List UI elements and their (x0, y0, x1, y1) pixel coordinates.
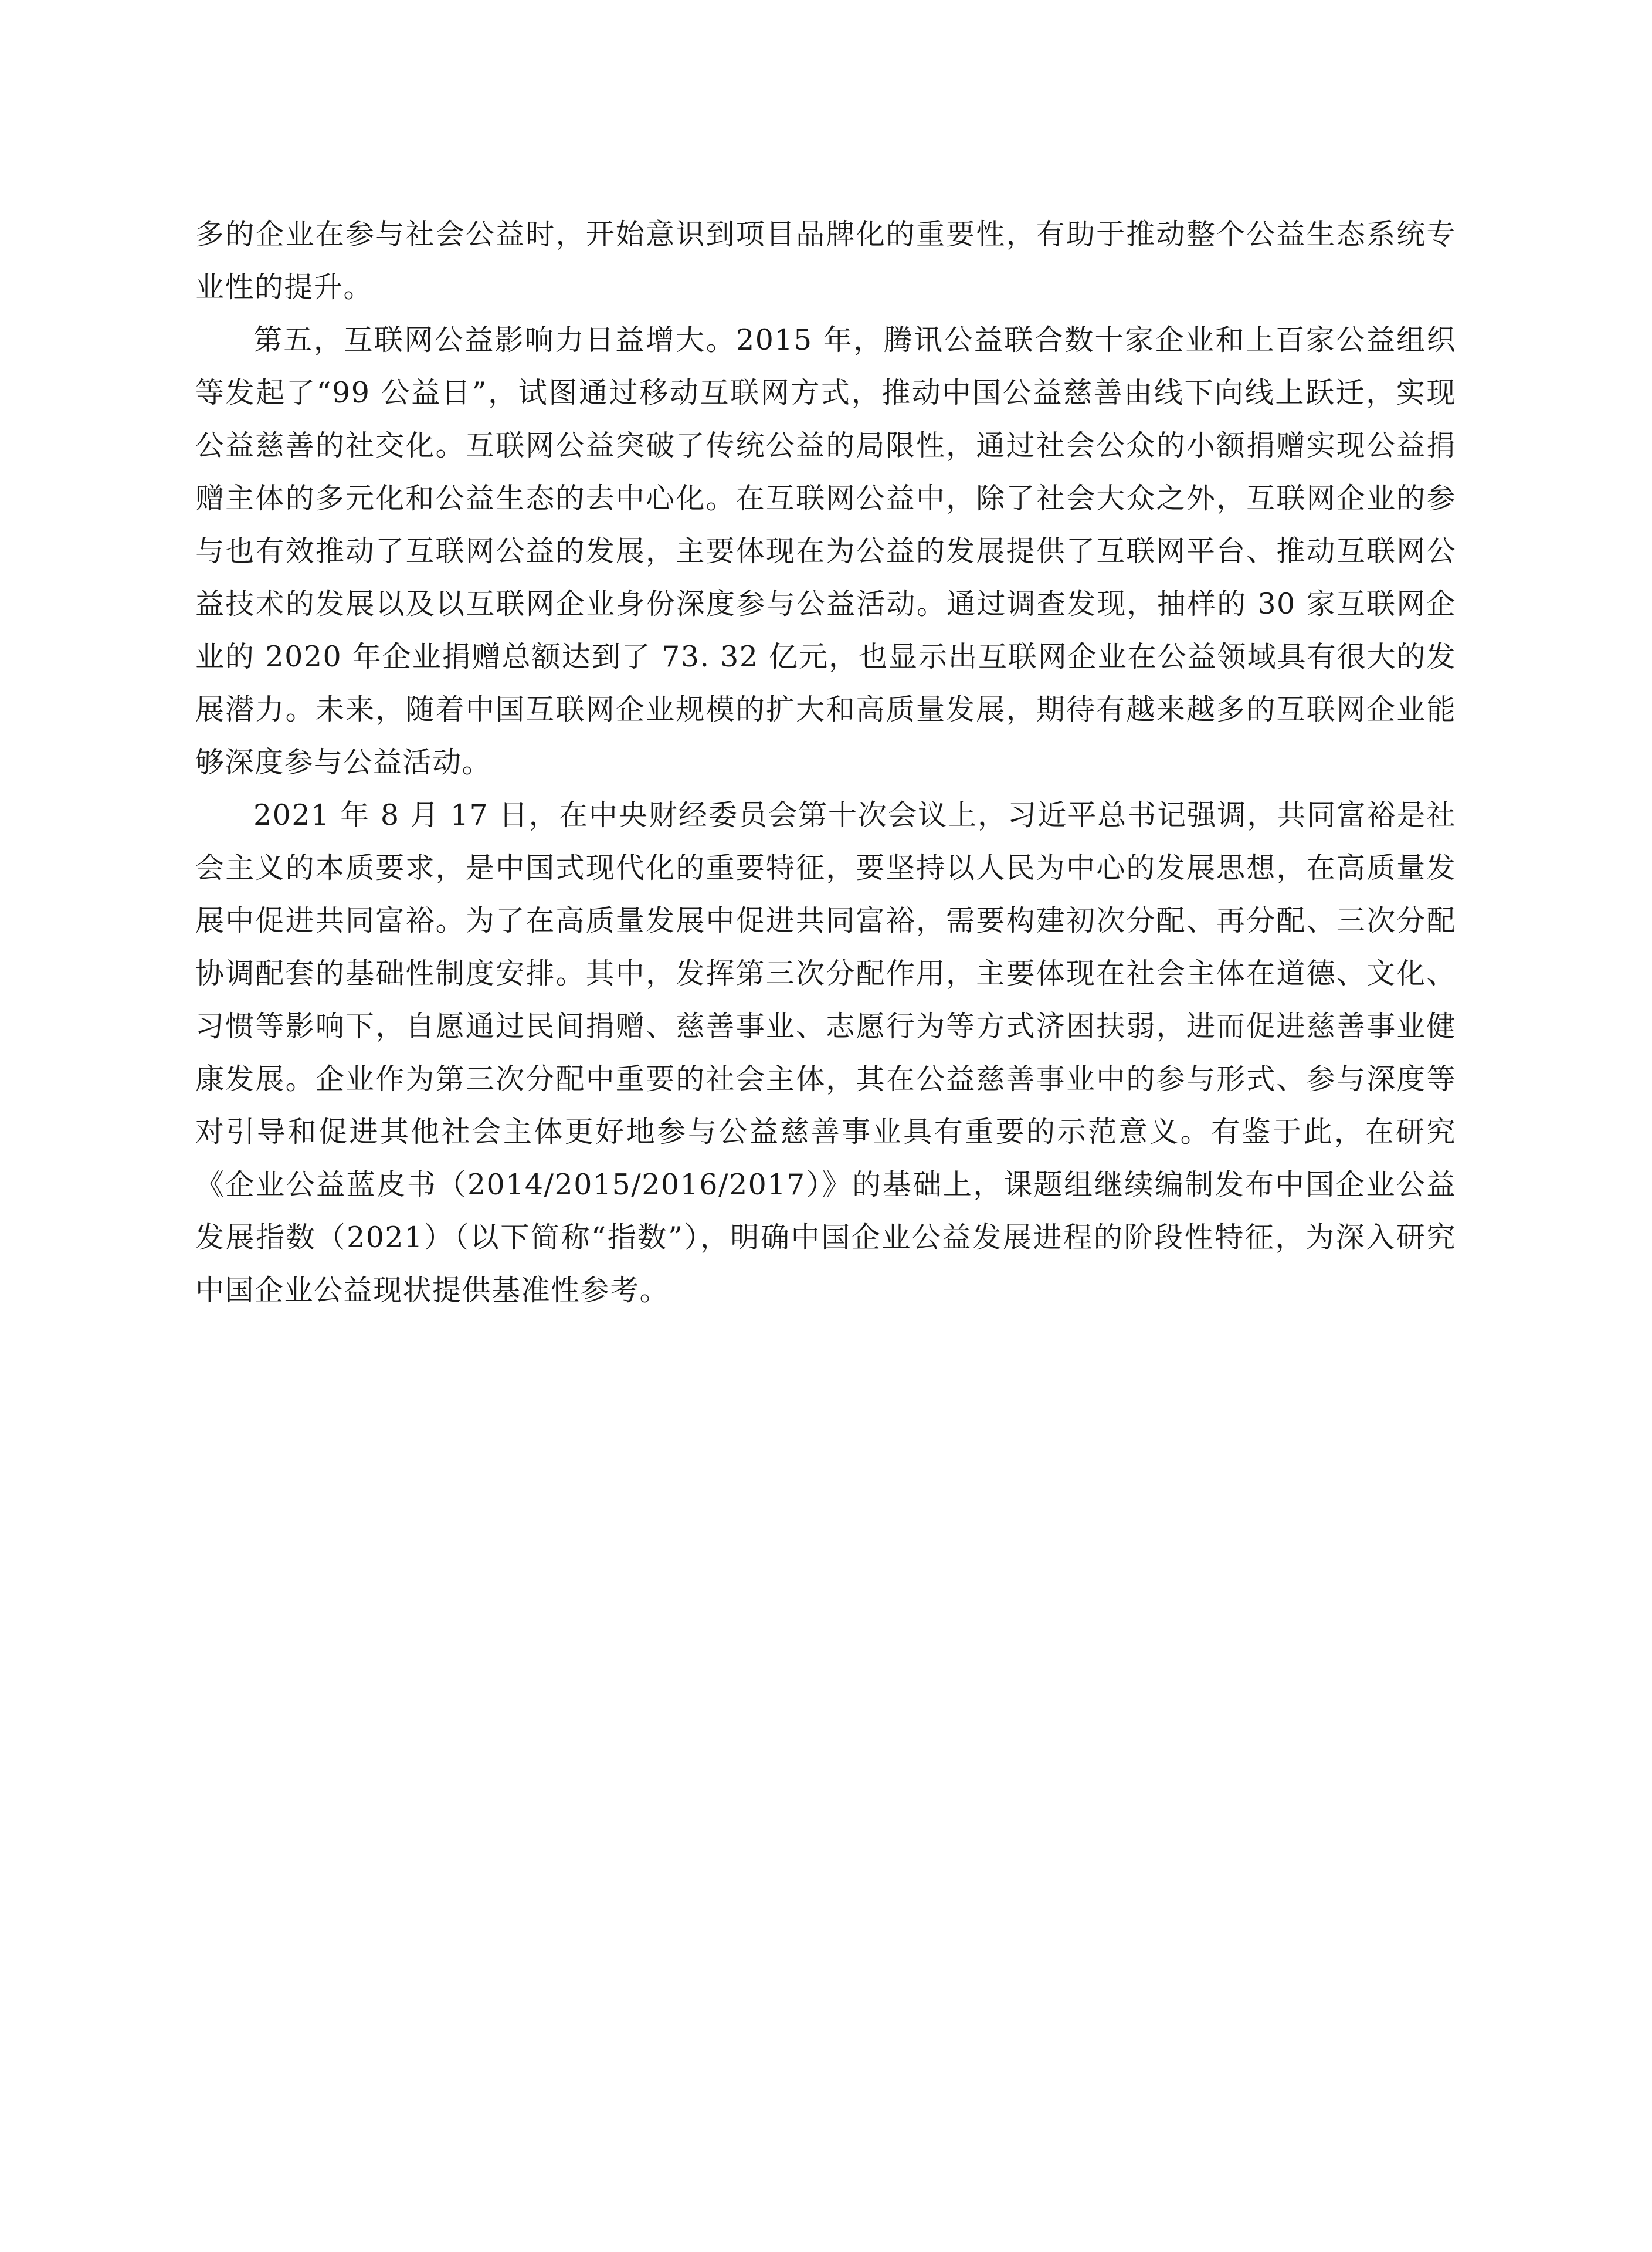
paragraph-internet-philanthropy: 第五，互联网公益影响力日益增大。2015 年，腾讯公益联合数十家企业和上百家公益组织等发起了“99 公益日”，试图通过移动互联网方式，推动中国公益慈善由线下向线上跃迁，实现公益慈善的社交化。互联网公益突破了传统公益的局限性，通过社会公众的小额捐赠实现公益捐赠主体的多元化和公益生态的去中心化。在互联网公益中，除了社会大众之外，互联网企业的参与也有效推动了互联网公益的发展，主要体现在为公益的发展提供了互联网平台、推动互联网公益技术的发展以及以互联网企业身份深度参与公益活动。通过调查发现，抽样的 30 家互联网企业的 2020 年企业捐赠总额达到了 73. 32 亿元，也显示出互联网企业在公益领域具有很大的发展潜力。未来，随着中国互联网企业规模的扩大和高质量发展，期待有越来越多的互联网企业能够深度参与公益活动。 (195, 323, 1456, 779)
paragraph-continuation: 多的企业在参与社会公益时，开始意识到项目品牌化的重要性，有助于推动整个公益生态系统专业性的提升。 (195, 218, 1456, 304)
paragraph-common-prosperity: 2021 年 8 月 17 日，在中央财经委员会第十次会议上，习近平总书记强调，共同富裕是社会主义的本质要求，是中国式现代化的重要特征，要坚持以人民为中心的发展思想，在高质量发展中促进共同富裕。为了在高质量发展中促进共同富裕，需要构建初次分配、再分配、三次分配协调配套的基础性制度安排。其中，发挥第三次分配作用，主要体现在社会主体在道德、文化、习惯等影响下，自愿通过民间捐赠、慈善事业、志愿行为等方式济困扶弱，进而促进慈善事业健康发展。企业作为第三次分配中重要的社会主体，其在公益慈善事业中的参与形式、参与深度等对引导和促进其他社会主体更好地参与公益慈善事业具有重要的示范意义。有鉴于此，在研究《企业公益蓝皮书（2014/2015/2016/2017）》的基础上，课题组继续编制发布中国企业公益发展指数（2021）（以下简称“指数”），明确中国企业公益发展进程的阶段性特征，为深入研究中国企业公益现状提供基准性参考。 (195, 798, 1456, 1307)
body-text (195, 208, 1456, 1317)
